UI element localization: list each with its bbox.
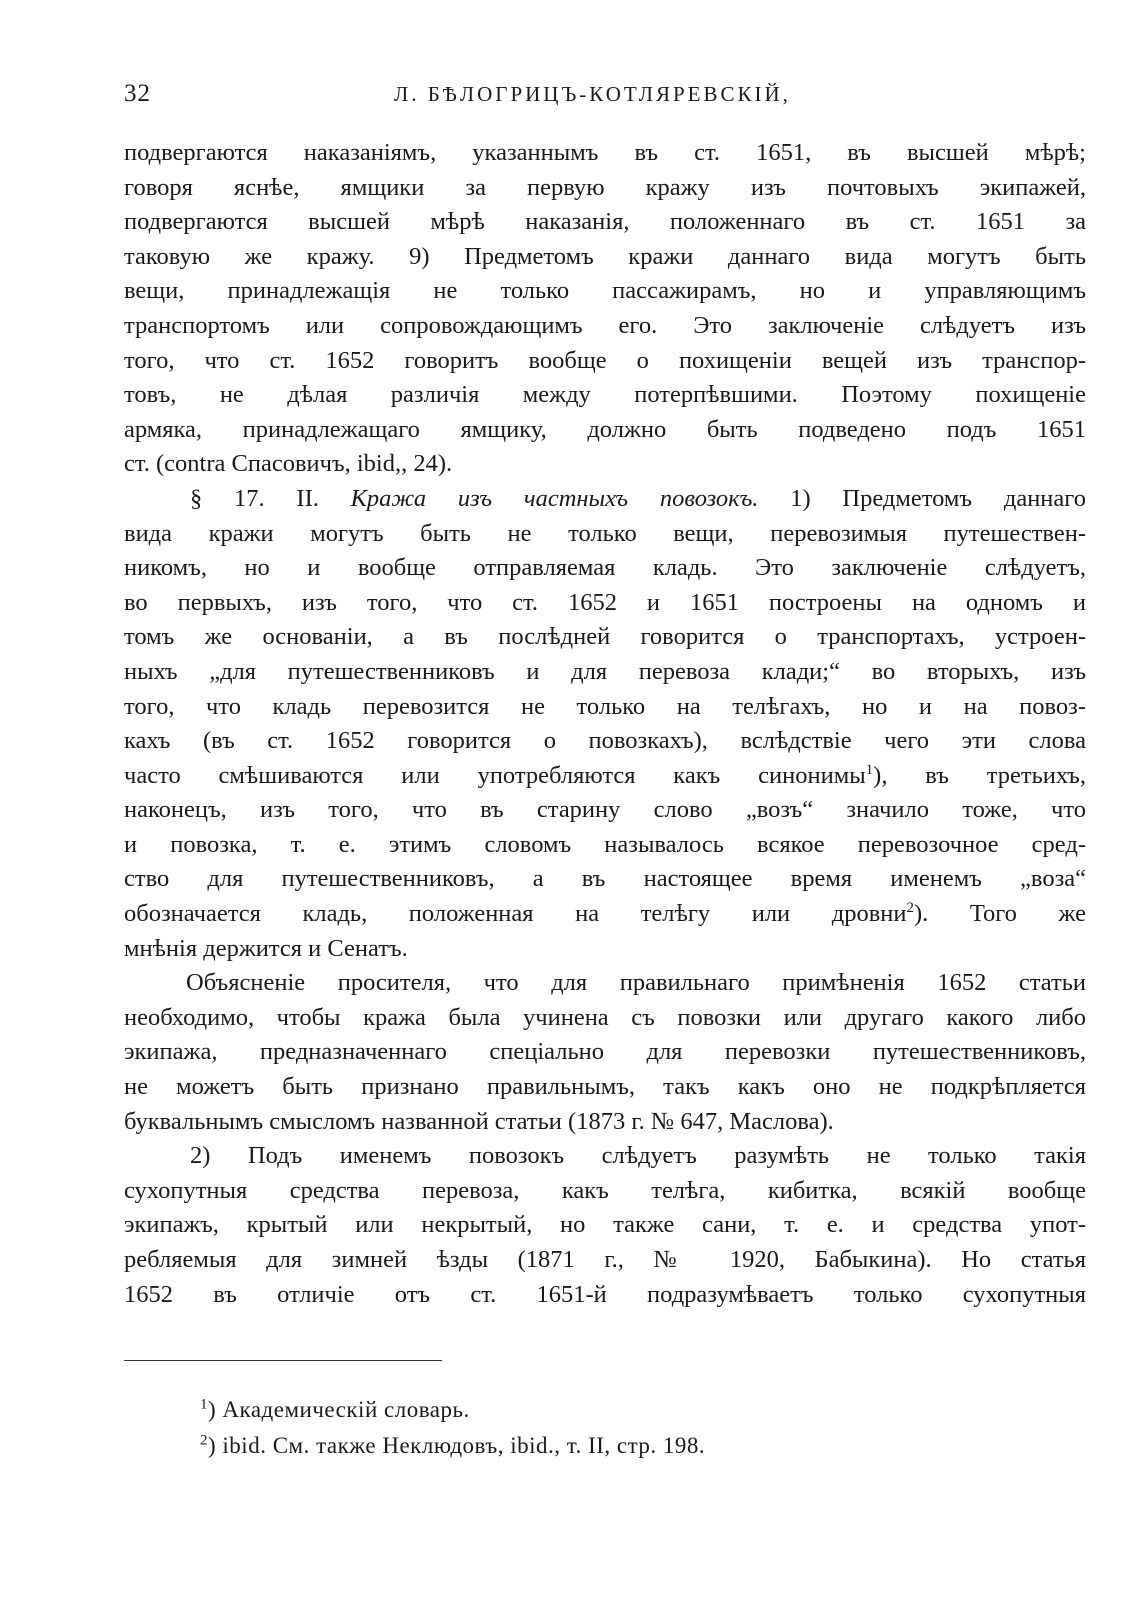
text-line: никомъ, но и вообще отправляемая кладь. Это заключеніе слѣдуетъ, xyxy=(124,554,1086,582)
page-number: 32 xyxy=(124,80,151,107)
text-line: ст. (contra Спасовичъ, ibid,, 24). xyxy=(124,450,453,478)
section-number: § 17. II. xyxy=(190,484,319,512)
footnote-mark: 1 xyxy=(200,1396,208,1413)
text-line: ство для путешественниковъ, а въ настоящее время именемъ „воза“ xyxy=(124,865,1086,893)
text-line: подвергаются высшей мѣрѣ наказанія, положеннаго въ ст. 1651 за xyxy=(124,208,1086,236)
text-line: экипажъ, крытый или некрытый, но также сани, т. е. и средства упот- xyxy=(124,1211,1086,1239)
text-line: 2) Подъ именемъ повозокъ слѣдуетъ разумѣть не только такія xyxy=(190,1142,1086,1170)
text-line: экипажа, предназначеннаго спеціально для перевозки путешественниковъ, xyxy=(124,1038,1086,1066)
footnote-mark: 2 xyxy=(200,1432,208,1449)
text-line xyxy=(124,759,1086,794)
text-line: Объясненіе просителя, что для правильнаго примѣненія 1652 статьи xyxy=(186,969,1086,997)
text-line: буквальнымъ смысломъ названной статьи (1873 г. № 647, Маслова). xyxy=(124,1107,834,1135)
text-line: ребляемыя для зимней ѣзды (1871 г., № 1920, Бабыкина). Но статья xyxy=(124,1246,1086,1273)
footnote-text: ) ibid. См. также Неклюдовъ, ibid., т. II, стр. 198. xyxy=(208,1433,706,1458)
text-fragment: 1) Предметомъ даннаго xyxy=(790,484,1086,512)
text-line: наконецъ, изъ того, что въ старину слово „возъ“ значило тоже, что xyxy=(124,796,1086,824)
text-fragment: ). Того же xyxy=(914,900,1086,928)
page-header xyxy=(124,80,1086,114)
text-line: во первыхъ, изъ того, что ст. 1652 и 1651 построены на одномъ и xyxy=(124,588,1086,616)
text-line: не можетъ быть признано правильнымъ, такъ какъ оно не подкрѣпляется xyxy=(124,1073,1086,1101)
running-head: Л. БѢЛОГРИЦЪ-КОТЛЯРЕВСКІЙ, xyxy=(394,82,791,106)
text-line: армяка, принадлежащаго ямщику, должно быть подведено подъ 1651 xyxy=(124,415,1086,443)
text-line: сухопутныя средства перевоза, какъ телѣга, кибитка, всякій вообще xyxy=(124,1176,1086,1204)
text-line: того, что ст. 1652 говоритъ вообще о похищеніи вещей изъ транспор- xyxy=(124,346,1086,374)
text-fragment: обозначается кладь, положенная на телѣгу или дровни xyxy=(124,900,907,928)
text-line: ныхъ „для путешественниковъ и для перевоза клади;“ во вторыхъ, изъ xyxy=(124,657,1086,685)
footnote-2 xyxy=(200,1428,1000,1464)
text-line: таковую же кражу. 9) Предметомъ кражи даннаго вида могутъ быть xyxy=(124,242,1086,270)
text-line: товъ, не дѣлая различія между потерпѣвшими. Поэтому похищеніе xyxy=(124,381,1086,409)
text-fragment: ), въ третьихъ, xyxy=(873,761,1086,789)
text-line: говоря яснѣе, ямщики за первую кражу изъ почтовыхъ экипажей, xyxy=(124,173,1086,201)
section-heading xyxy=(124,482,1086,517)
footnote-divider xyxy=(124,1360,442,1361)
section-title: Кража изъ частныхъ повозокъ. xyxy=(350,484,759,512)
text-line xyxy=(124,897,1086,932)
text-line: томъ же основаніи, а въ послѣдней говорится о транспортахъ, устроен- xyxy=(124,623,1086,651)
footnote-ref-2[interactable]: 2 xyxy=(906,899,914,916)
footnote-text: ) Академическій словарь. xyxy=(208,1397,470,1422)
footnote-1 xyxy=(200,1392,1000,1428)
text-line: необходимо, чтобы кража была учинена съ повозки или другаго какого либо xyxy=(124,1003,1086,1031)
footnotes xyxy=(200,1392,1000,1464)
body-text xyxy=(124,136,1086,1312)
footnote-ref-1[interactable]: 1 xyxy=(865,761,874,778)
text-line: транспортомъ или сопровождающимъ его. Это заключеніе слѣдуетъ изъ xyxy=(124,311,1086,339)
text-line: вида кражи могутъ быть не только вещи, перевозимыя путешествен- xyxy=(124,519,1086,547)
text-line: и повозка, т. е. этимъ словомъ называлось всякое перевозочное сред- xyxy=(124,830,1086,858)
text-line: того, что кладь перевозится не только на телѣгахъ, но и на повоз- xyxy=(124,692,1086,720)
text-line: 1652 въ отличіе отъ ст. 1651-й подразумѣваетъ только сухопутныя xyxy=(124,1280,1086,1308)
text-line: подвергаются наказаніямъ, указаннымъ въ ст. 1651, въ высшей мѣрѣ; xyxy=(124,139,1086,166)
text-line: вещи, принадлежащія не только пассажирамъ, но и управляющимъ xyxy=(124,277,1086,305)
text-line: кахъ (въ ст. 1652 говорится о повозкахъ), вслѣдствіе чего эти слова xyxy=(124,727,1086,755)
text-fragment: часто смѣшиваются или употребляются какъ синонимы xyxy=(124,761,866,789)
text-line: мнѣнія держится и Сенатъ. xyxy=(124,934,408,962)
